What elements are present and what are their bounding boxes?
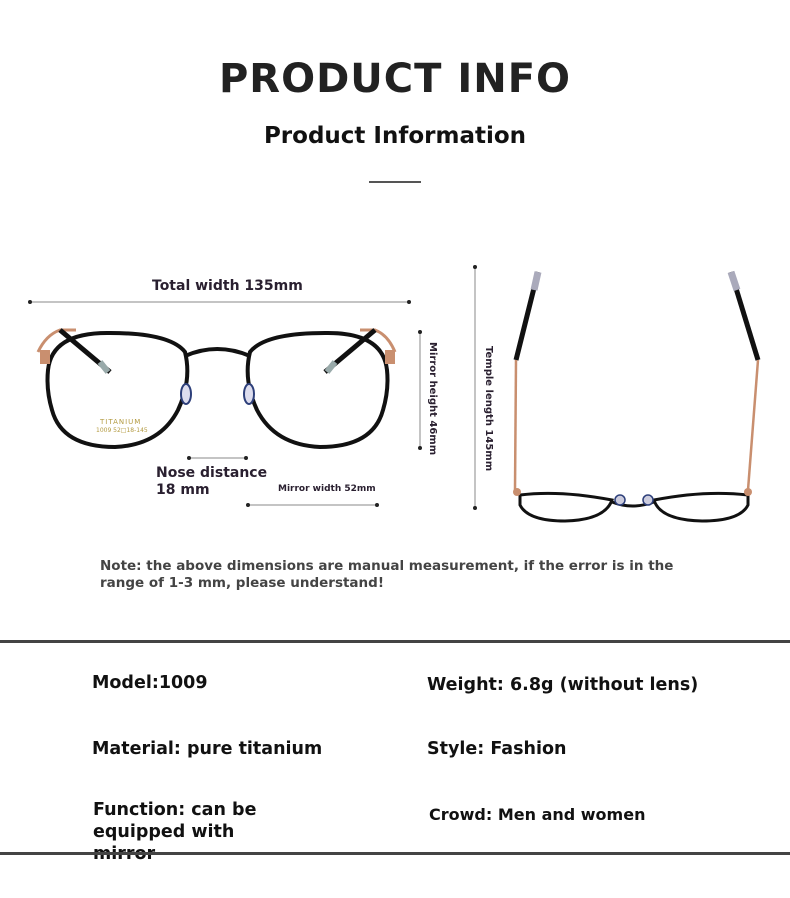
spec-weight: Weight: 6.8g (without lens) bbox=[427, 675, 699, 695]
temple-length-label: Temple length 145mm bbox=[483, 346, 494, 472]
specs-bottom-divider bbox=[0, 852, 790, 855]
spec-model: Model:1009 bbox=[92, 673, 208, 693]
title-divider bbox=[369, 181, 421, 183]
page-subtitle: Product Information bbox=[263, 123, 527, 149]
spec-function: Function: can be equipped with bbox=[93, 800, 257, 842]
spec-style: Style: Fashion bbox=[427, 739, 567, 759]
frame-brand-print: TITANIUM bbox=[100, 418, 142, 426]
spec-crowd: Crowd: Men and women bbox=[429, 805, 646, 824]
specs-top-divider bbox=[0, 640, 790, 643]
frame-size-print: 1009 52□18-145 bbox=[96, 427, 148, 434]
total-width-label: Total width 135mm bbox=[152, 278, 303, 294]
mirror-width-label: Mirror width 52mm bbox=[278, 484, 376, 494]
page-title: PRODUCT INFO bbox=[218, 56, 572, 102]
measurement-note: Note: the above dimensions are manual measurement, if the error is in the range of 1-3 mm, please understand! bbox=[100, 558, 674, 591]
nose-distance-label: Nose distance 18 mm bbox=[156, 465, 268, 498]
spec-material: Material: pure titanium bbox=[92, 739, 323, 759]
mirror-height-label: Mirror height 46mm bbox=[427, 342, 438, 456]
